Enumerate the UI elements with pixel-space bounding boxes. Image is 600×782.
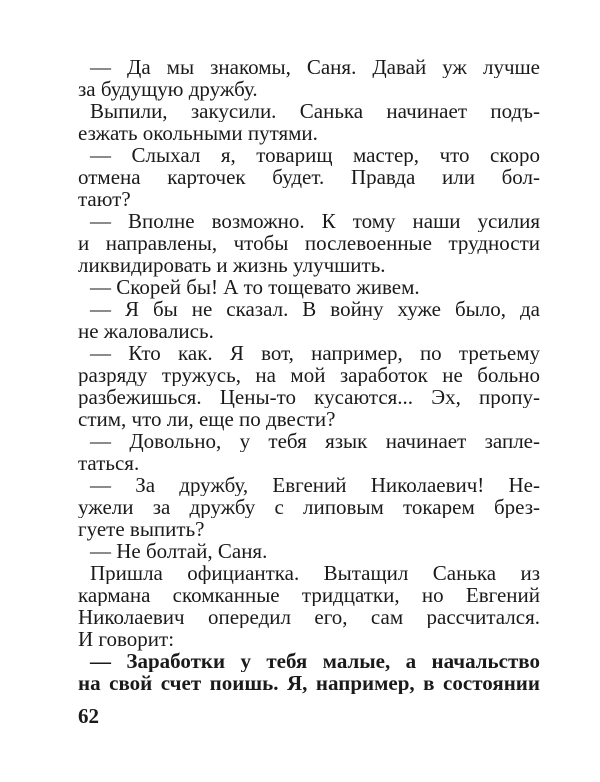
text-line: — Заработки у тебя малые, а начальство xyxy=(90,650,540,672)
text-line: отмена карточек будет. Правда или бол- xyxy=(78,166,540,188)
text-line: за будущую дружбу. xyxy=(78,77,258,101)
text-line: — Кто как. Я вот, например, по третьему xyxy=(90,342,540,364)
text-line: Пришла официантка. Вытащил Санька из xyxy=(90,562,540,584)
text-line: — Не болтай, Саня. xyxy=(90,539,268,563)
text-line: разбежишься. Цены-то кусаются... Эх, пропу- xyxy=(78,386,540,408)
text-line: таться. xyxy=(78,451,140,475)
text-line: на свой счет поишь. Я, например, в состоянии xyxy=(78,672,540,694)
text-line: Выпили, закусили. Санька начинает подъ- xyxy=(90,100,540,122)
text-line: Николаевич опередил его, сам рассчитался. xyxy=(78,606,540,628)
text-line: тают? xyxy=(78,187,131,211)
text-line: гуете выпить? xyxy=(78,517,205,541)
text-line: езжать окольными путями. xyxy=(78,121,318,145)
page-text xyxy=(78,56,540,694)
text-line: И говорит: xyxy=(78,627,175,651)
text-line: кармана скомканные тридцатки, но Евгений xyxy=(78,584,540,606)
text-line: — Вполне возможно. К тому наши усилия xyxy=(90,210,540,232)
text-line: — Я бы не сказал. В войну хуже было, да xyxy=(90,298,540,320)
text-line: разряду тружусь, на мой заработок не больно xyxy=(78,364,540,386)
text-line: — Да мы знакомы, Саня. Давай уж лучше xyxy=(90,56,540,78)
text-line: — Слыхал я, товарищ мастер, что скоро xyxy=(90,144,540,166)
text-line: — За дружбу, Евгений Николаевич! Не- xyxy=(90,474,540,496)
text-line: — Довольно, у тебя язык начинает запле- xyxy=(90,430,540,452)
text-line: ужели за дружбу с липовым токарем брез- xyxy=(78,496,540,518)
text-line: — Скорей бы! А то тощевато живем. xyxy=(90,275,420,299)
text-line: ликвидировать и жизнь улучшить. xyxy=(78,253,386,277)
text-line: стим, что ли, еще по двести? xyxy=(78,407,336,431)
text-line: и направлены, чтобы послевоенные трудности xyxy=(78,232,540,254)
page-number: 62 xyxy=(78,704,99,728)
text-line: не жаловались. xyxy=(78,319,214,343)
